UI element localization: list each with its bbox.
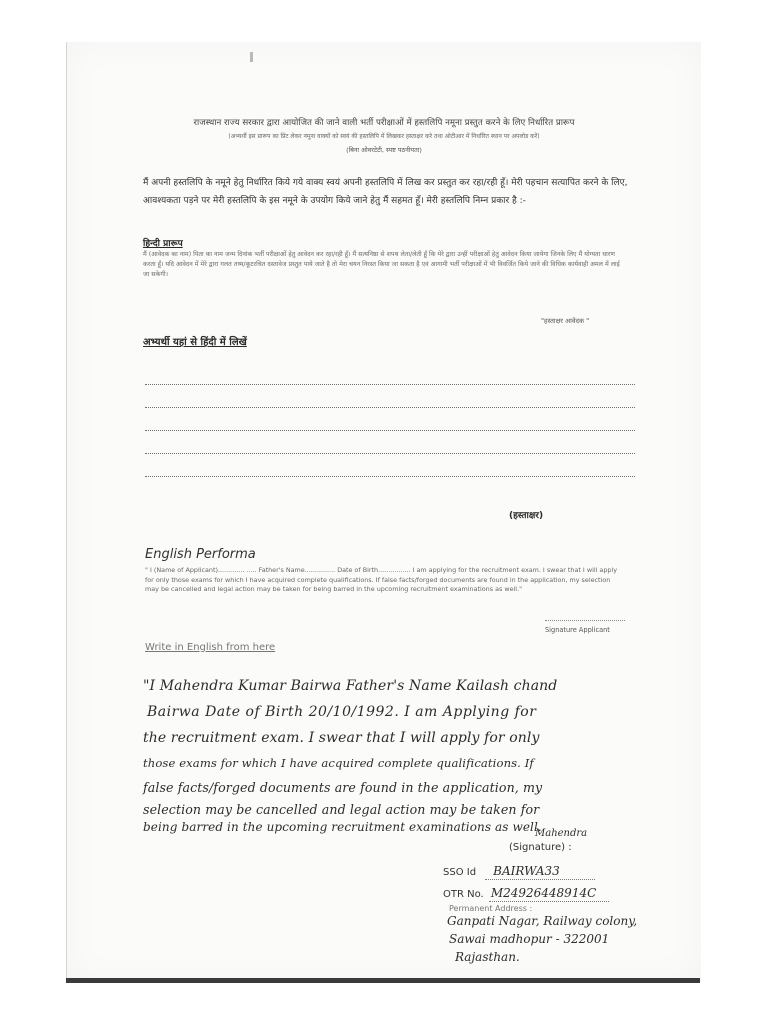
hindi-performa-text: मैं (आवेदक का नाम) पिता का नाम जन्म दिनांक भर्ती परीक्षाओं हेतु आवेदन कर रहा/रही हूँ। मैं सत्यनिष्ठा से शपथ लेता/लेती हूँ कि मेरे द्वारा उन्हीं परीक्षाओं हेतु आवेदन किया जायेगा जिनके लिए मैं योग्यता धारण करता हूँ। यदि आवेदन में मेरे द्वारा गलत तथ्य/कूटरचित दस्तावेज प्रस्तुत पाये जाते है तो मेरा चयन निरस्त किया जा सकता है एवं आगामी भर्ती परीक्षाओं में भी विवर्जित किये जाने की विधिक कार्यवाही अमल में लाई जा सकेगी। bbox=[143, 251, 620, 278]
handwritten-line: the recruitment exam. I swear that I will apply for only bbox=[143, 730, 540, 746]
handwritten-line: false facts/forged documents are found in the application, my bbox=[143, 780, 543, 795]
handwritten-line: being barred in the upcoming recruitment examinations as well. bbox=[143, 820, 542, 834]
hindi-write-line bbox=[145, 384, 635, 385]
otr-no-field bbox=[489, 882, 609, 902]
hindi-signature-applicant-label: "हस्ताक्षर आवेदक " bbox=[541, 317, 590, 325]
address-line: Rajasthan. bbox=[455, 950, 520, 964]
hindi-write-line bbox=[145, 453, 635, 454]
sso-id-field bbox=[485, 860, 595, 880]
staple-mark bbox=[250, 52, 253, 62]
sso-id-value: BAIRWA33 bbox=[493, 864, 560, 878]
otr-no-value: M24926448914C bbox=[490, 886, 597, 900]
handwritten-line: Bairwa Date of Birth 20/10/1992. I am Applying for bbox=[147, 704, 537, 720]
handwritten-line: selection may be cancelled and legal action may be taken for bbox=[143, 802, 540, 817]
hindi-write-line bbox=[145, 430, 635, 431]
signature-label: (Signature) : bbox=[509, 842, 572, 853]
sso-id-row bbox=[443, 860, 595, 880]
otr-no-row bbox=[443, 882, 609, 902]
hindi-performa-heading: हिन्दी प्रारूप bbox=[143, 239, 183, 249]
intro-paragraph: मैं अपनी हस्तलिपि के नमूने हेतु निर्धारित किये गये वाक्य स्वयं अपनी हस्तलिपि में लिख कर प्रस्तुत कर रहा/रही हूँ। मेरी पहचान सत्यापित करने के लिए, आवश्यकता पड़ने पर मेरी हस्तलिपि के इस नमूने के उपयोग किये जाने हेतु मैं सहमत हूँ। मेरी हस्तलिपि निम्न प्रकार है :- bbox=[143, 178, 628, 206]
page-bottom-edge bbox=[66, 978, 700, 983]
hindi-header-title: राजस्थान राज्य सरकार द्वारा आयोजित की जाने वाली भर्ती परीक्षाओं में हस्तलिपि नमूना प्रस्तुत करने के लिए निर्धारित प्रारूप bbox=[193, 118, 575, 128]
handwritten-line: "I Mahendra Kumar Bairwa Father's Name Kailash chand bbox=[143, 678, 558, 694]
english-performa-text: " I (Name of Applicant)............. ..... Father's Name............... Date of Birth................ I am applying for the recruitment exam. I swear that I will apply for only those exams for which I have acquired complete qualifications. If false facts/forged documents are found in the application, my selection may be cancelled and legal action may be taken for being barred in the upcoming recruitment examinations as well." bbox=[145, 566, 618, 593]
form-sheet bbox=[66, 42, 701, 982]
write-english-label: Write in English from here bbox=[145, 642, 276, 653]
address-line: Sawai madhopur - 322001 bbox=[449, 932, 610, 946]
hindi-write-line bbox=[145, 476, 635, 477]
hindi-write-here-label: अभ्यर्थी यहां से हिंदी में लिखें bbox=[143, 337, 247, 348]
hindi-signature-label: (हस्ताक्षर) bbox=[509, 511, 544, 521]
address-line: Ganpati Nagar, Railway colony, bbox=[447, 914, 638, 928]
hindi-header-subtitle: (अभ्यर्थी इस प्रारूप का प्रिंट लेकर नमूना वाक्यों को स्वयं की हस्तलिपि में लिखकर हस्ताक्षर करे तथा ओटीआर में निर्धारित स्थान पर अपलोड करें) bbox=[228, 133, 540, 140]
english-performa-heading: English Performa bbox=[145, 547, 256, 562]
sso-id-label: SSO Id bbox=[443, 867, 477, 878]
signature-scrawl: Mahendra bbox=[535, 828, 588, 839]
otr-no-label: OTR No. bbox=[443, 889, 484, 900]
english-signature-applicant-label: Signature Applicant bbox=[545, 626, 610, 634]
hindi-header-note: (बिना ओवरटेटी, स्पष्ट पठनीयता) bbox=[346, 146, 422, 154]
hindi-write-line bbox=[145, 407, 635, 408]
permanent-address-label: Permanent Address : bbox=[449, 904, 533, 913]
handwritten-line: those exams for which I have acquired complete qualifications. If bbox=[143, 756, 534, 770]
english-signature-line bbox=[545, 620, 625, 621]
